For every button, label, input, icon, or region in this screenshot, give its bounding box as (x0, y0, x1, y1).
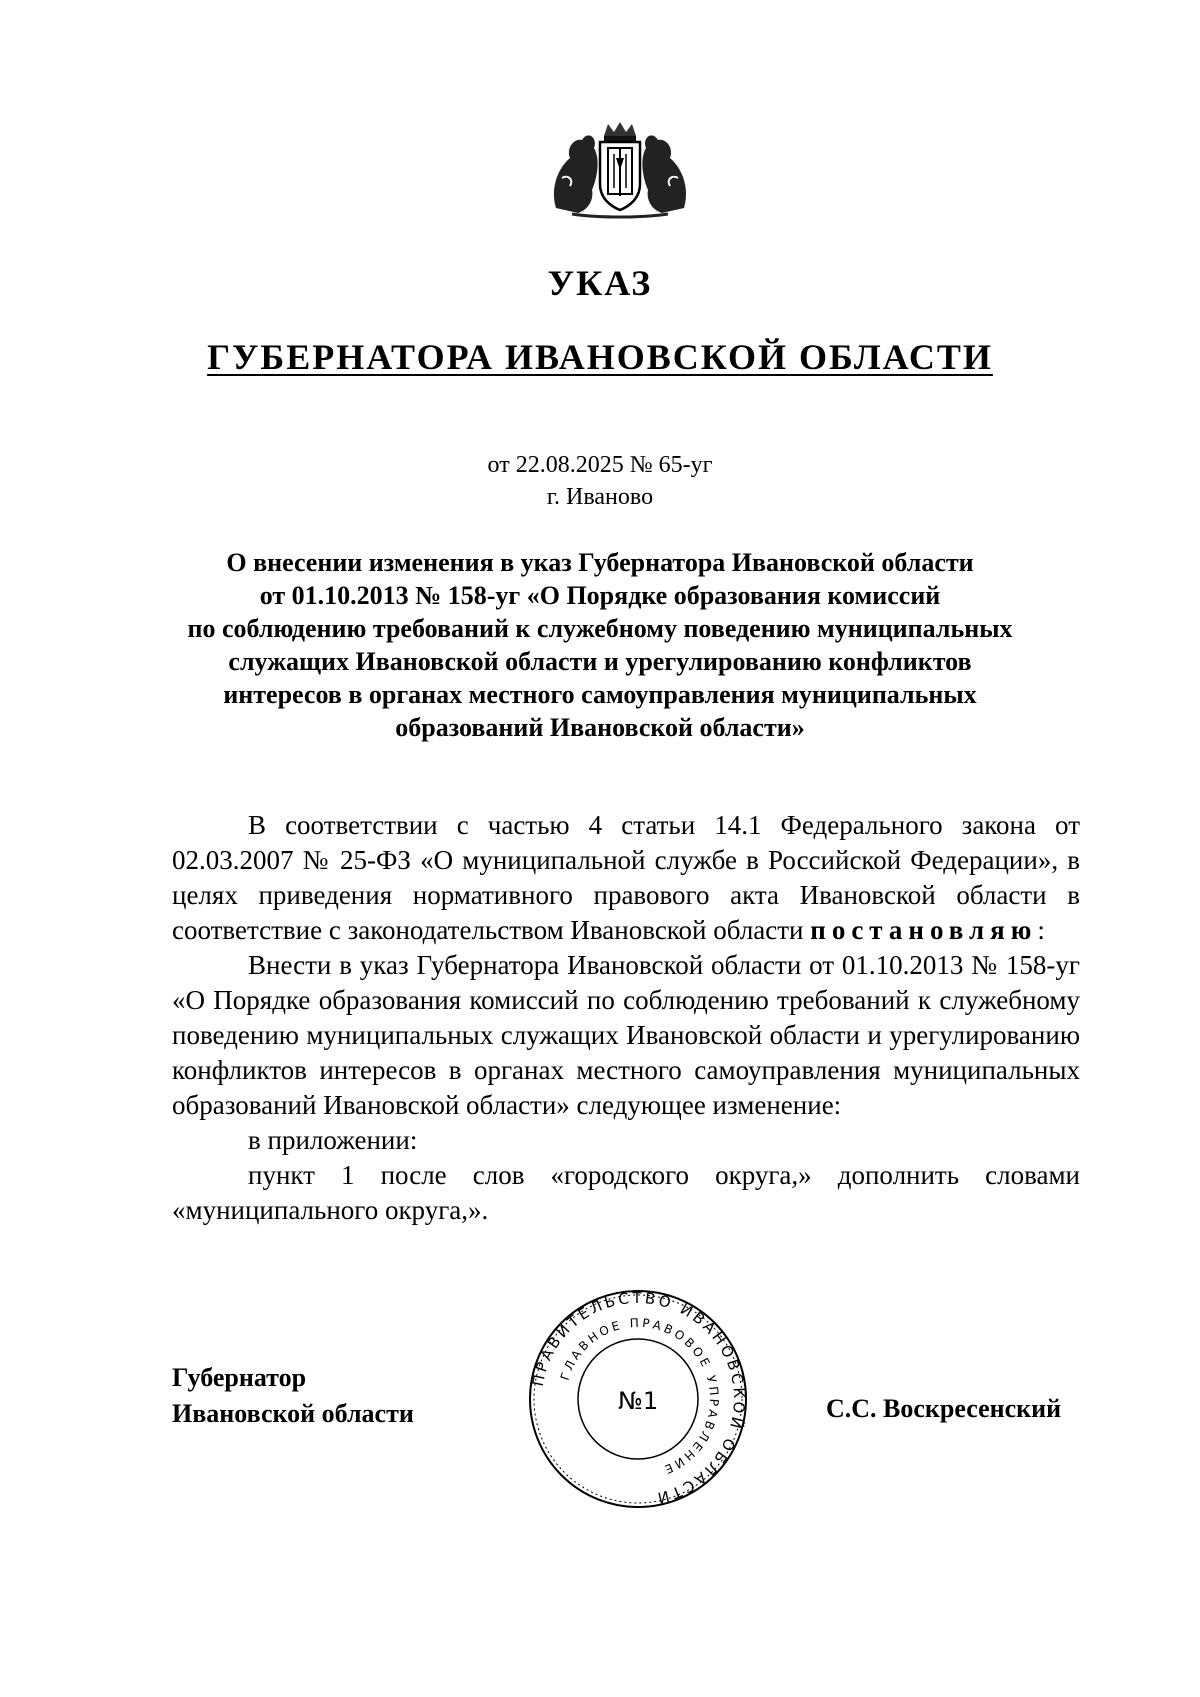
signatory-position (172, 1360, 414, 1432)
coat-of-arms-icon (548, 118, 692, 220)
heading-line: образований Ивановской области» (395, 713, 805, 742)
signatory-position-line: Губернатор (172, 1363, 307, 1392)
heading-line: по соблюдению требований к служебному поведению муниципальных (187, 614, 1013, 643)
official-seal (526, 1287, 750, 1511)
heading-line: от 01.10.2013 № 158-уг «О Порядке образования комиссий (259, 581, 941, 610)
signatory-name: С.С. Воскресенский (826, 1394, 1062, 1423)
appendix-paragraph: в приложении: (248, 1125, 418, 1155)
document-city: г. Иваново (546, 484, 654, 510)
document-type-title: УКАЗ (547, 263, 653, 303)
document-heading (150, 546, 1050, 744)
heading-line: интересов в органах местного самоуправления муниципальных (223, 680, 977, 709)
document-body (172, 808, 1080, 1228)
heading-line: служащих Ивановской области и урегулированию конфликтов (228, 647, 972, 676)
amendment-paragraph: Внести в указ Губернатора Ивановской области от 01.10.2013 № 158-уг «О Порядке образования комиссий по соблюдению требований к служебному поведению муниципальных служащих Ивановской области и урегулированию конфликтов интересов в органах местного самоуправления муниципальных образований Ивановской области» следующее изменение: (172, 950, 1080, 1120)
seal-number: №1 (617, 1387, 659, 1415)
decree-word: постановляю (810, 915, 1038, 945)
clause-paragraph: пункт 1 после слов «городского округа,» дополнить словами «муниципального округа,». (172, 1160, 1080, 1225)
heading-line: О внесении изменения в указ Губернатора Ивановской области (226, 548, 974, 577)
issuer-title: ГУБЕРНАТОРА ИВАНОВСКОЙ ОБЛАСТИ (207, 337, 993, 377)
seal-inner-text: ГЛАВНОЕ ПРАВОВОЕ УПРАВЛЕНИЕ (557, 1315, 722, 1478)
decree-colon: : (1037, 915, 1045, 945)
preamble-paragraph (172, 808, 1080, 948)
signatory-position-line: Ивановской области (172, 1399, 414, 1428)
preamble-text: В соответствии с частью 4 статьи 14.1 Федерального закона от 02.03.2007 № 25-ФЗ «О муниципальной службе в Российской Федерации», в целях приведения нормативного правового акта Ивановской области в соответствие с законодательством Ивановской области (172, 810, 1080, 945)
document-date-number: от 22.08.2025 № 65-уг (487, 452, 713, 478)
seal-outer-text: ПРАВИТЕЛЬСТВО ИВАНОВСКОЙ ОБЛАСТИ (528, 1288, 749, 1508)
